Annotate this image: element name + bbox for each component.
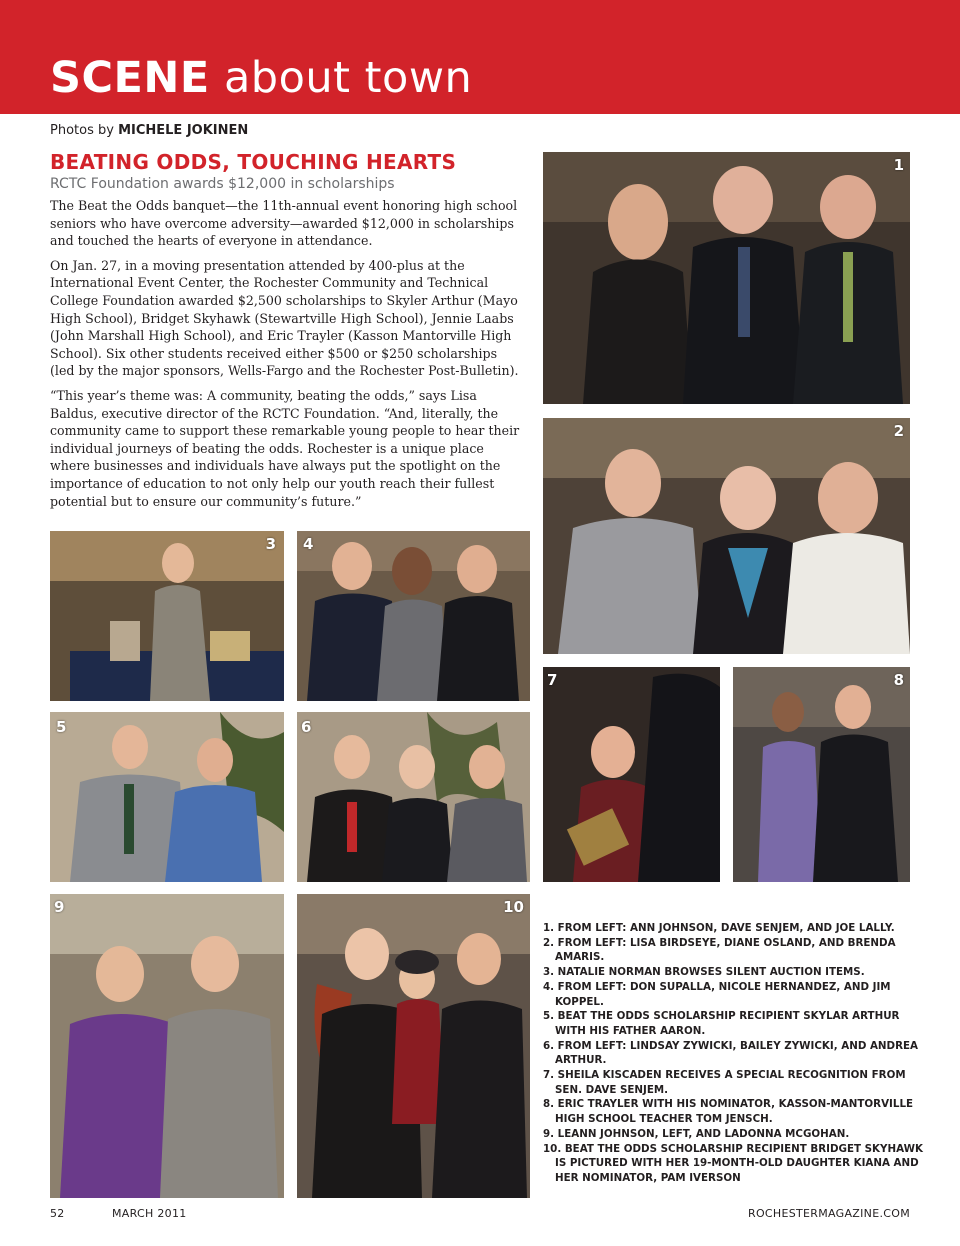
photo-number: 1 xyxy=(893,156,904,174)
photo-5 xyxy=(50,712,284,882)
article-headline: BEATING ODDS, TOUCHING HEARTS xyxy=(50,150,457,174)
photo-7-image xyxy=(543,667,720,882)
photographer-name: MICHELE JOKINEN xyxy=(118,123,249,138)
photo-number: 2 xyxy=(893,422,904,440)
photo-3 xyxy=(50,531,284,701)
photo-credit-prefix: Photos by xyxy=(50,123,114,138)
photo-4 xyxy=(297,531,530,701)
photo-10 xyxy=(297,894,530,1198)
photo-6-image xyxy=(297,712,530,882)
photo-captions xyxy=(543,921,923,1186)
photo-number: 5 xyxy=(56,718,67,736)
photo-number: 7 xyxy=(547,671,558,689)
photo-3-image xyxy=(50,531,284,701)
photo-number: 9 xyxy=(54,898,65,916)
caption-item: 5. BEAT THE ODDS SCHOLARSHIP RECIPIENT SKYLAR ARTHUR WITH HIS FATHER AARON. xyxy=(543,1010,900,1037)
caption-item: 6. FROM LEFT: LINDSAY ZYWICKI, BAILEY ZYWICKI, AND ANDREA ARTHUR. xyxy=(543,1039,919,1067)
caption-item: 7. SHEILA KISCADEN RECEIVES A SPECIAL RECOGNITION FROM SEN. DAVE SENJEM. xyxy=(543,1069,906,1096)
photo-9 xyxy=(50,894,284,1198)
section-title-bold: SCENE xyxy=(50,53,210,103)
section-title xyxy=(50,52,472,104)
photo-10-image xyxy=(297,894,530,1198)
section-title-light: about town xyxy=(223,53,473,103)
issue-date: MARCH 2011 xyxy=(112,1207,187,1220)
magazine-website: ROCHESTERMAGAZINE.COM xyxy=(748,1207,910,1220)
photo-2-image xyxy=(543,418,910,654)
article-paragraph: On Jan. 27, in a moving presentation attended by 400-plus at the International Event Center, the Rochester Community and Technical College Foundation awarded $2,500 scholarships to Skyler Arthur (Mayo High School), Bridget Skyhawk (Stewartville High School), Jennie Laabs (John Marshall High School), and Eric Trayler (Kasson Mantorville High School). Six other students received either $500 or $250 scholarships (led by the major sponsors, Wells-Fargo and the Rochester Post-Bulletin). xyxy=(50,257,519,379)
photo-1-image xyxy=(543,152,910,404)
photo-1 xyxy=(543,152,910,404)
page-number: 52 xyxy=(50,1207,65,1220)
caption-item: 2. FROM LEFT: LISA BIRDSEYE, DIANE OSLAND, AND BRENDA AMARIS. xyxy=(543,936,896,964)
caption-item: 4. FROM LEFT: DON SUPALLA, NICOLE HERNANDEZ, AND JIM KOPPEL. xyxy=(543,980,891,1008)
photo-6 xyxy=(297,712,530,882)
photo-9-image xyxy=(50,894,284,1198)
caption-item: 10. BEAT THE ODDS SCHOLARSHIP RECIPIENT BRIDGET SKYHAWK IS PICTURED WITH HER 19-MONTH-OLD DAUGHTER KIANA AND HER NOMINATOR, PAM IVERSON xyxy=(543,1142,923,1184)
photo-number: 4 xyxy=(303,535,314,553)
photo-7 xyxy=(543,667,720,882)
photo-number: 10 xyxy=(503,898,524,916)
section-banner xyxy=(0,0,960,114)
photo-number: 3 xyxy=(265,535,276,553)
caption-item: 9. LEANN JOHNSON, LEFT, AND LADONNA MCGOHAN. xyxy=(543,1127,850,1140)
article-paragraph: “This year’s theme was: A community, beating the odds,” says Lisa Baldus, executive director of the RCTC Foundation. “And, literally, the community came to support these remarkable young people to hear their individual journeys of beating the odds. Rochester is a unique place where businesses and individuals have always put the spotlight on the importance of education to not only help our youth reach their fullest potential but to ensure our community’s future.” xyxy=(50,387,520,509)
caption-item: 8. ERIC TRAYLER WITH HIS NOMINATOR, KASSON-MANTORVILLE HIGH SCHOOL TEACHER TOM JENSCH. xyxy=(543,1098,914,1126)
photo-credit xyxy=(50,123,248,138)
photo-number: 8 xyxy=(893,671,904,689)
article-subhead: RCTC Foundation awards $12,000 in scholarships xyxy=(50,176,395,192)
article-body xyxy=(50,197,522,517)
caption-item: 3. NATALIE NORMAN BROWSES SILENT AUCTION ITEMS. xyxy=(543,966,865,979)
caption-item: 1. FROM LEFT: ANN JOHNSON, DAVE SENJEM, AND JOE LALLY. xyxy=(543,922,895,934)
article-paragraph: The Beat the Odds banquet—the 11th-annual event honoring high school seniors who have overcome adversity—awarded $12,000 in scholarships and touched the hearts of everyone in attendance. xyxy=(50,198,518,249)
photo-8-image xyxy=(733,667,910,882)
photo-5-image xyxy=(50,712,284,882)
photo-8 xyxy=(733,667,910,882)
photo-number: 6 xyxy=(301,718,312,736)
photo-4-image xyxy=(297,531,530,701)
photo-2 xyxy=(543,418,910,654)
